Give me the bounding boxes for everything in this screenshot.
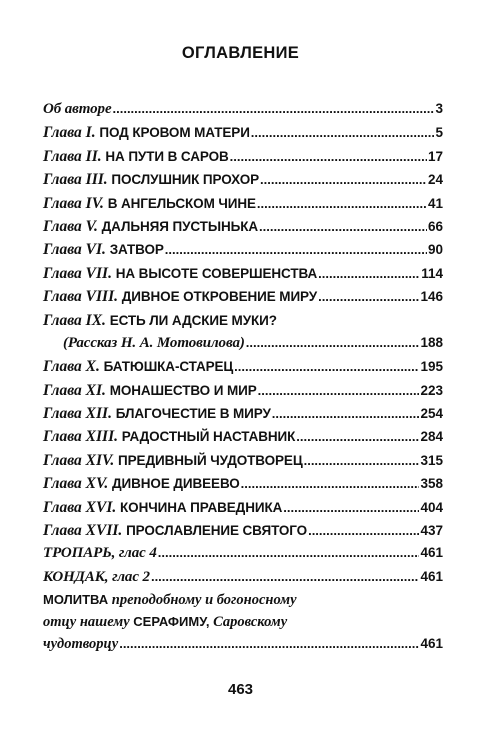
entry-title: В АНГЕЛЬСКОМ ЧИНЕ (107, 195, 256, 211)
toc-entry (43, 265, 443, 288)
entry-title: КОНЧИНА ПРАВЕДНИКА (120, 499, 283, 515)
entry-subtitle: (Рассказ Н. А. Мотовилова) (63, 334, 245, 351)
entry-page: 254 (420, 406, 443, 422)
toc-entry (43, 382, 443, 405)
entry-page: 66 (427, 218, 443, 234)
entry-page: 315 (420, 452, 443, 468)
entry-page: 223 (420, 382, 443, 398)
prayer-text: отцу нашему (43, 614, 134, 631)
toc-entry (43, 288, 443, 311)
entry-page: 461 (420, 568, 443, 584)
entry-page: 461 (420, 636, 443, 652)
table-of-contents (43, 101, 443, 658)
entry-title: НА ВЫСОТЕ СОВЕРШЕНСТВА (115, 265, 318, 281)
dot-leader (257, 196, 427, 211)
dot-leader (230, 149, 427, 164)
entry-page: 437 (420, 523, 443, 539)
dot-leader (246, 335, 420, 350)
entry-page: 41 (427, 195, 443, 211)
prayer-caps: МОЛИТВА (43, 592, 109, 608)
chapter-label: Глава VI. (43, 241, 106, 259)
entry-page: 114 (421, 265, 443, 281)
entry-title: ДИВНОЕ ОТКРОВЕНИЕ МИРУ (121, 289, 318, 305)
prayer-entry-line2 (43, 614, 443, 636)
entry-title: РАДОСТНЫЙ НАСТАВНИК (121, 429, 296, 445)
entry-title: ТРОПАРЬ, глас 4 (43, 545, 157, 562)
dot-leader (113, 101, 435, 116)
dot-leader (119, 636, 419, 651)
chapter-label: Глава IV. (43, 194, 104, 212)
entry-title: ПРЕДИВНЫЙ ЧУДОТВОРЕЦ (118, 452, 303, 468)
toc-entry (43, 452, 443, 475)
dot-leader (158, 545, 420, 560)
toc-entry (43, 545, 443, 568)
page-number: 463 (227, 681, 254, 698)
chapter-label: Глава VII. (43, 264, 112, 282)
chapter-label: Глава XVII. (43, 522, 123, 540)
chapter-label: Глава VIII. (43, 288, 118, 306)
dot-leader (283, 500, 419, 515)
entry-title: ПОСЛУШНИК ПРОХОР (111, 172, 259, 188)
dot-leader (241, 476, 420, 491)
chapter-label: Глава IX. (43, 311, 106, 329)
entry-title: БЛАГОЧЕСТИЕ В МИРУ (115, 406, 271, 422)
chapter-label: Глава III. (43, 171, 108, 189)
prayer-entry-line3 (43, 636, 443, 658)
chapter-label: Глава XIV. (43, 451, 115, 469)
entry-title: ПОД КРОВОМ МАТЕРИ (99, 125, 250, 141)
dot-leader (308, 523, 419, 538)
toc-entry (43, 405, 443, 428)
dot-leader (296, 429, 419, 444)
toc-entry (43, 101, 443, 124)
toc-entry (43, 475, 443, 498)
entry-page: 195 (420, 359, 443, 375)
entry-page: 146 (420, 289, 443, 305)
entry-page: 90 (427, 242, 443, 258)
prayer-text: чудотворцу (43, 636, 119, 653)
chapter-label: Глава XVI. (43, 498, 117, 516)
toc-entry (43, 569, 443, 592)
chapter-label: Глава V. (43, 217, 98, 235)
toc-entry-continuation (43, 335, 443, 358)
prayer-text: Саровскому (209, 614, 288, 631)
toc-entry (43, 241, 443, 264)
prayer-entry-line1 (43, 592, 443, 614)
toc-entry (43, 218, 443, 241)
entry-page: 5 (435, 125, 443, 141)
dot-leader (272, 406, 420, 421)
entry-page: 404 (420, 499, 443, 515)
chapter-label: Глава XV. (43, 475, 109, 493)
entry-title: ПРОСЛАВЛЕНИЕ СВЯТОГО (126, 523, 308, 539)
prayer-caps: СЕРАФИМУ, (133, 614, 210, 630)
dot-leader (258, 383, 420, 398)
entry-title: НА ПУТИ В САРОВ (105, 148, 229, 164)
toc-entry (43, 499, 443, 522)
entry-title: Об авторе (43, 101, 112, 117)
entry-title: КОНДАК, глас 2 (43, 568, 150, 585)
chapter-label: Глава XIII. (43, 428, 118, 446)
entry-title: ЗАТВОР (109, 242, 164, 258)
chapter-label: Глава X. (43, 358, 100, 376)
dot-leader (318, 266, 420, 281)
entry-title: БАТЮШКА-СТАРЕЦ (103, 359, 234, 375)
prayer-text: преподобному и богоносному (108, 592, 297, 609)
toc-entry (43, 358, 443, 381)
chapter-label: Глава XI. (43, 381, 106, 399)
chapter-label: Глава II. (43, 147, 102, 165)
toc-entry (43, 522, 443, 545)
dot-leader (259, 219, 427, 234)
toc-entry (43, 124, 443, 147)
toc-entry (43, 171, 443, 194)
dot-leader (260, 172, 427, 187)
toc-entry (43, 148, 443, 171)
toc-entry (43, 195, 443, 218)
chapter-label: Глава I. (43, 124, 96, 142)
dot-leader (234, 359, 419, 374)
toc-entry (43, 428, 443, 451)
entry-page: 24 (427, 172, 443, 188)
page-title: ОГЛАВЛЕНИЕ (181, 44, 300, 62)
dot-leader (251, 125, 435, 140)
entry-page: 461 (420, 545, 443, 561)
entry-page: 358 (420, 476, 443, 492)
entry-title: ЕСТЬ ЛИ АДСКИЕ МУКИ? (109, 312, 277, 328)
chapter-label: Глава XII. (43, 405, 112, 423)
dot-leader (151, 569, 420, 584)
entry-page: 188 (420, 334, 443, 350)
entry-page: 17 (427, 148, 443, 164)
entry-title: МОНАШЕСТВО И МИР (109, 382, 257, 398)
dot-leader (165, 242, 427, 257)
entry-page: 284 (420, 429, 443, 445)
dot-leader (304, 453, 420, 468)
entry-title: ДИВНОЕ ДИВЕЕВО (112, 476, 240, 492)
toc-entry (43, 312, 443, 335)
entry-page: 3 (435, 101, 443, 116)
entry-title: ДАЛЬНЯЯ ПУСТЫНЬКА (101, 218, 258, 234)
dot-leader (318, 289, 419, 304)
